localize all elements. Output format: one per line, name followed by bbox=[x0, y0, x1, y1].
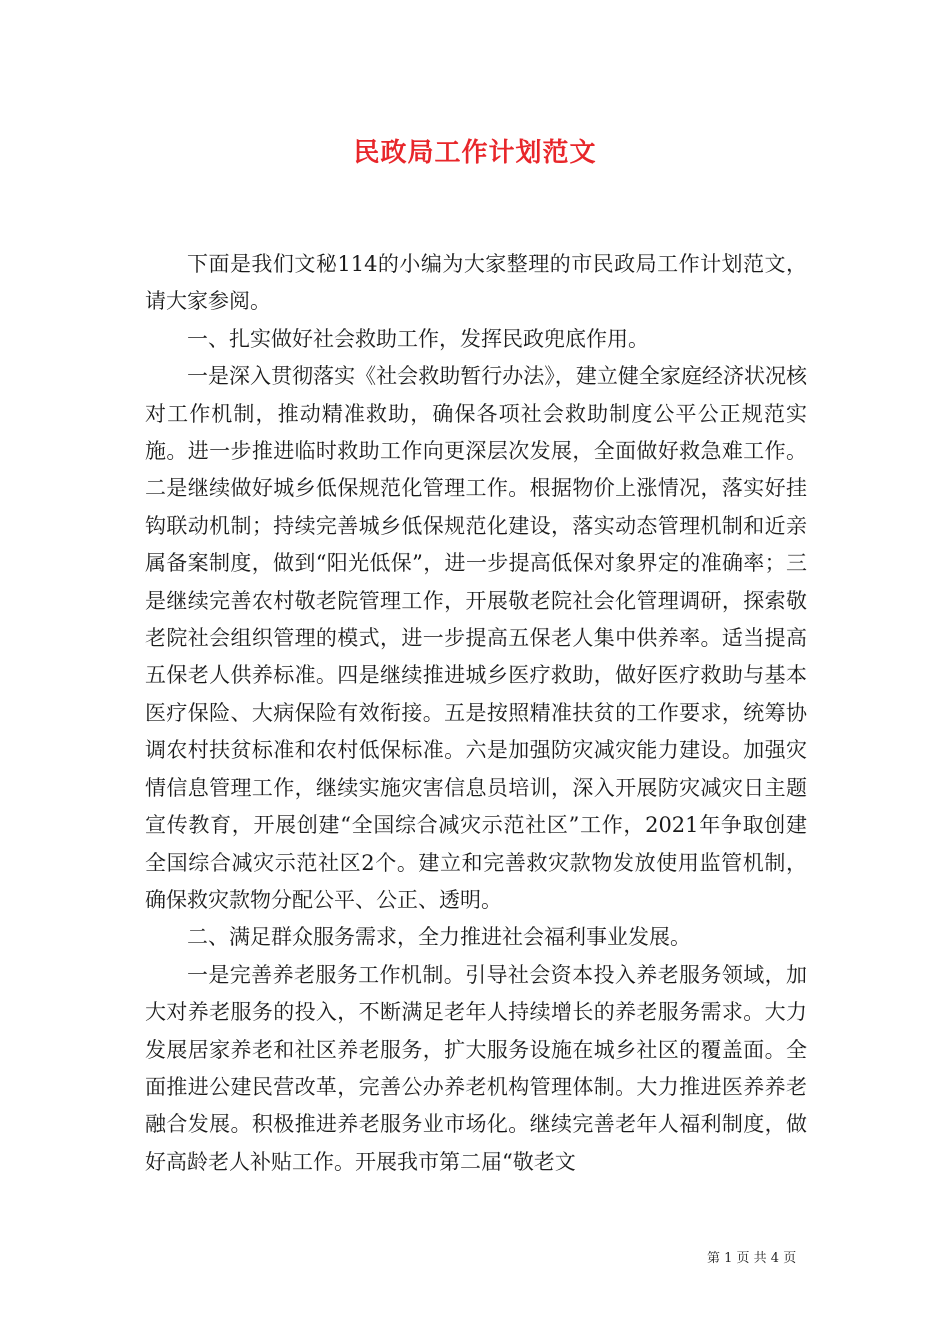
paragraph-intro: 下面是我们文秘114的小编为大家整理的市民政局工作计划范文，请大家参阅。 bbox=[145, 252, 807, 314]
document-title: 民政局工作计划范文 bbox=[353, 138, 597, 168]
section-heading-1: 一、扎实做好社会救助工作，发挥民政兜底作用。 bbox=[187, 326, 649, 351]
section-heading-2: 二、满足群众服务需求，全力推进社会福利事业发展。 bbox=[187, 925, 691, 950]
document-body bbox=[145, 246, 807, 1181]
paragraph-elderly-services: 一是完善养老服务工作机制。引导社会资本投入养老服务领域，加大对养老服务的投入，不断满足老年人持续增长的养老服务需求。大力发展居家养老和社区养老服务，扩大服务设施在城乡社区的覆盖面。全面推进公建民营改革，完善公办养老机构管理体制。大力推进医养养老融合发展。积极推进养老服务业市场化。继续完善老年人福利制度，做好高龄老人补贴工作。开展我市第二届“敬老文 bbox=[145, 962, 807, 1174]
page-number-footer: 第 1 页 共 4 页 bbox=[707, 1251, 797, 1266]
paragraph-social-assistance: 一是深入贯彻落实《社会救助暂行办法》，建立健全家庭经济状况核对工作机制，推动精准救助，确保各项社会救助制度公平公正规范实施。进一步推进临时救助工作向更深层次发展，全面做好救急难工作。二是继续做好城乡低保规范化管理工作。根据物价上涨情况，落实好挂钩联动机制；持续完善城乡低保规范化建设，落实动态管理机制和近亲属备案制度，做到“阳光低保”，进一步提高低保对象界定的准确率；三是继续完善农村敬老院管理工作，开展敬老院社会化管理调研，探索敬老院社会组织管理的模式，进一步提高五保老人集中供养率。适当提高五保老人供养标准。四是继续推进城乡医疗救助，做好医疗救助与基本医疗保险、大病保险有效衔接。五是按照精准扶贫的工作要求，统筹协调农村扶贫标准和农村低保标准。六是加强防灾减灾能力建设。加强灾情信息管理工作，继续实施灾害信息员培训，深入开展防灾减灾日主题宣传教育，开展创建“全国综合减灾示范社区”工作，2021年争取创建全国综合减灾示范社区2个。建立和完善救灾款物发放使用监管机制，确保救灾款物分配公平、公正、透明。 bbox=[145, 364, 807, 912]
